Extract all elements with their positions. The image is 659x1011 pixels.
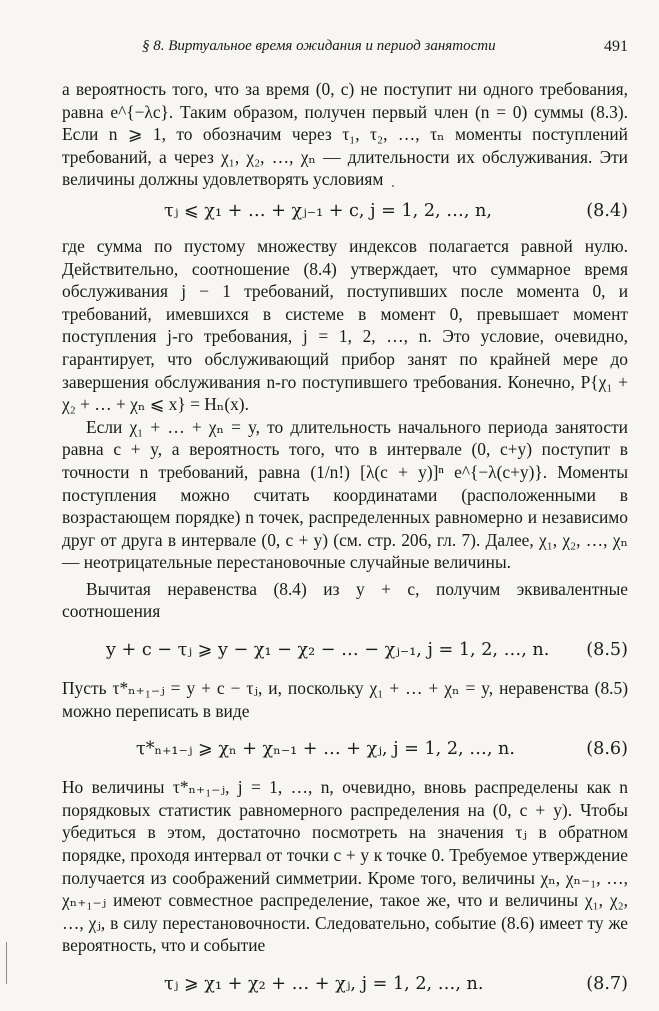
scan-dust-dot — [392, 185, 394, 187]
body-text — [62, 78, 628, 1011]
paragraph-1: а вероятность того, что за время (0, c) не поступит ни одного требования, равна e^{−λc}. Таким образом, получен первый член (n = 0) суммы (8.3). Если n ⩾ 1, то обозначим через τ₁, τ₂, …, τₙ моменты поступлений требований, а через χ₁, χ₂, …, χₙ — длительности их обслуживания. Эти величины должны удовлетворять условиям — [62, 79, 628, 190]
equation-8-4-number: (8.4) — [586, 200, 628, 221]
running-title: § 8. Виртуальное время ожидания и период занятости — [142, 38, 496, 54]
equation-8-5-formula: y + c − τⱼ ⩾ y − χ₁ − χ₂ − … − χⱼ₋₁, j = 1, 2, …, n. — [106, 640, 550, 661]
equation-8-7-formula: τⱼ ⩾ χ₁ + χ₂ + … + χⱼ, j = 1, 2, …, n. — [164, 974, 484, 994]
equation-8-4 — [62, 191, 628, 235]
page-number: 491 — [604, 38, 628, 55]
equation-8-6-number: (8.6) — [586, 739, 628, 760]
paragraph-3: Если χ₁ + … + χₙ = y, то длительность начального периода занятости равна c + y, а вероятность того, что в интервале (0, c+y) поступит в точности n требований, равна (1/n!) [λ(c + y)]ⁿ e^{−λ(c+y)}. Моменты поступления можно считать координатами (расположенными в возрастающем порядке) n точек, распределенных равномерно и независимо друг от друга в интервале (0, c + y) (см. стр. 206, гл. 7). Далее, χ₁, χ₂, …, χₙ — неотрицательные перестановочные случайные величины. — [62, 416, 628, 573]
equation-8-6 — [62, 722, 628, 776]
page-header — [62, 38, 628, 60]
equation-8-5 — [62, 623, 628, 677]
equation-8-6-formula: τ*ₙ₊₁₋ⱼ ⩾ χₙ + χₙ₋₁ + … + χⱼ, j = 1, 2, …, n. — [136, 739, 515, 760]
equation-8-4-formula: τⱼ ⩽ χ₁ + … + χⱼ₋₁ + c, j = 1, 2, …, n, — [164, 200, 492, 221]
paragraph-4: Вычитая неравенства (8.4) из y + c, получим эквивалентные соотношения — [62, 578, 628, 622]
equation-8-7-number: (8.7) — [586, 974, 628, 994]
paragraph-5: Пусть τ*ₙ₊₁₋ⱼ = y + c − τⱼ, и, поскольку χ₁ + … + χₙ = y, неравенства (8.5) можно переписать в виде — [62, 678, 628, 721]
scan-margin-mark — [6, 942, 7, 984]
paragraph-2: где сумма по пустому множеству индексов полагается равной нулю. Действительно, соотношение (8.4) утверждает, что суммарное время обслуживания j − 1 требований, поступивших после момента 0, и требований, имевшихся в системе в момент 0, превышает момент поступления j-го требования, j = 1, 2, …, n. Это условие, очевидно, гарантирует, что обслуживающий прибор занят по крайней мере до завершения обслуживания n-го поступившего требования. Конечно, P{χ₁ + χ₂ + … + χₙ ⩽ x} = Hₙ(x). — [62, 235, 628, 415]
paragraph-6: Но величины τ*ₙ₊₁₋ⱼ, j = 1, …, n, очевидно, вновь распределены как n порядковых статистик равномерного распределения на (0, c + y). Чтобы убедиться в этом, достаточно посмотреть на значения τⱼ в обратном порядке, проходя интервал от точки c + y к точке 0. Требуемое утверждение получается из соображений симметрии. Кроме того, величины χₙ, χₙ₋₁, …, χₙ₊₁₋ⱼ имеют совместное распределение, такое же, что и величины χ₁, χ₂, …, χⱼ, в силу перестановочности. Следовательно, событие (8.6) имеет ту же вероятность, что и событие — [62, 777, 628, 956]
equation-8-5-number: (8.5) — [586, 640, 628, 661]
equation-8-7 — [62, 957, 628, 1011]
book-page — [62, 38, 628, 1011]
